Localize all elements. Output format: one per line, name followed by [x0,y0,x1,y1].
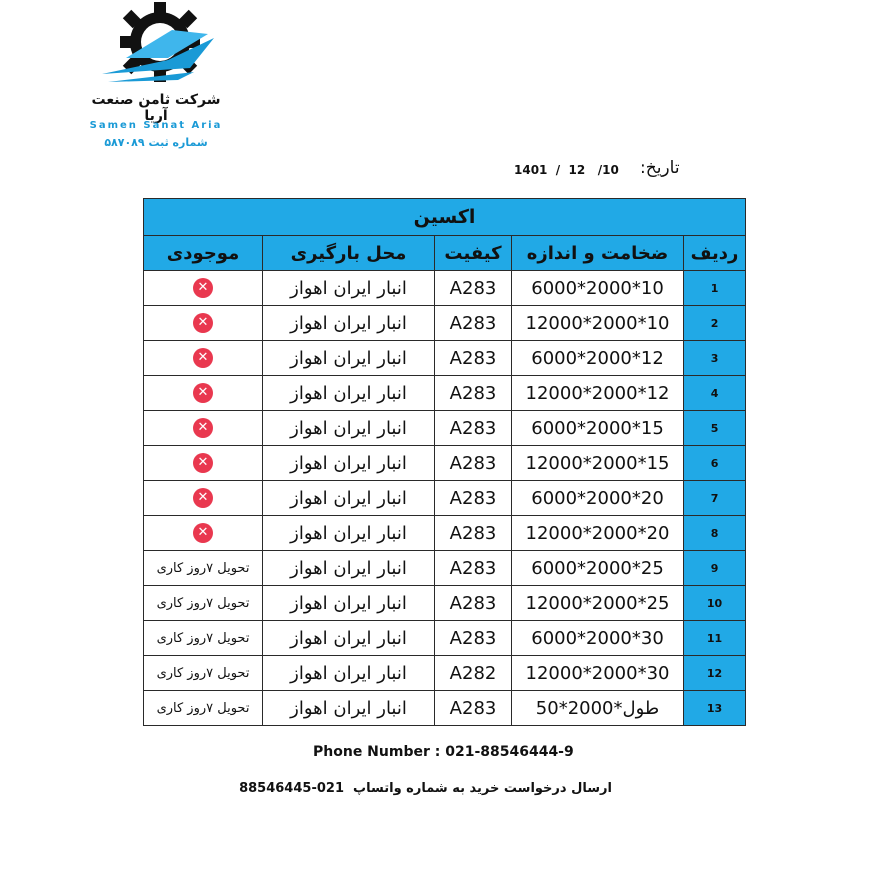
row-stock: تحویل ۷روز کاری [144,656,263,691]
table-row [144,271,746,306]
x-circle-icon: ✕ [193,523,213,543]
gear-ship-logo-icon [98,2,216,90]
row-stock-unavailable [144,411,263,446]
row-grade: A283 [435,481,512,516]
row-grade: A283 [435,271,512,306]
x-circle-icon: ✕ [193,313,213,333]
row-place: انبار ایران اهواز [263,341,435,376]
table-row [144,691,746,726]
row-index: 8 [684,516,746,551]
row-grade: A283 [435,586,512,621]
row-index: 1 [684,271,746,306]
row-stock-unavailable [144,341,263,376]
row-size: 6000*2000*30 [512,621,684,656]
row-size: 12000*2000*25 [512,586,684,621]
row-index: 9 [684,551,746,586]
row-place: انبار ایران اهواز [263,586,435,621]
company-name-fa: شرکت ثامن صنعت آریا [91,92,221,124]
table-row [144,481,746,516]
row-stock: تحویل ۷روز کاری [144,691,263,726]
row-index: 12 [684,656,746,691]
row-size: 12000*2000*20 [512,516,684,551]
table-row [144,621,746,656]
row-place: انبار ایران اهواز [263,481,435,516]
row-size: 6000*2000*12 [512,341,684,376]
row-place: انبار ایران اهواز [263,306,435,341]
row-grade: A282 [435,656,512,691]
header-grade: کیفیت [435,236,512,271]
table-row [144,411,746,446]
row-index: 2 [684,306,746,341]
header-stock: موجودی [144,236,263,271]
row-place: انبار ایران اهواز [263,621,435,656]
table-row [144,586,746,621]
row-place: انبار ایران اهواز [263,551,435,586]
row-stock-unavailable [144,306,263,341]
whatsapp-request: ارسال درخواست خرید به شماره واتساپ 021-88546445 [239,781,612,796]
row-stock-unavailable [144,446,263,481]
row-size: 6000*2000*20 [512,481,684,516]
table-title: اکسین [144,199,746,236]
row-stock-unavailable [144,271,263,306]
row-size: 12000*2000*15 [512,446,684,481]
row-stock-unavailable [144,376,263,411]
row-place: انبار ایران اهواز [263,411,435,446]
x-circle-icon: ✕ [193,488,213,508]
row-index: 7 [684,481,746,516]
row-grade: A283 [435,446,512,481]
table-title-row [144,199,746,236]
table-header-row [144,236,746,271]
row-stock-unavailable [144,516,263,551]
table-row [144,306,746,341]
row-grade: A283 [435,621,512,656]
row-grade: A283 [435,341,512,376]
x-circle-icon: ✕ [193,348,213,368]
row-grade: A283 [435,306,512,341]
price-table [143,198,746,726]
table-row [144,516,746,551]
phone-number: Phone Number : 021-88546444-9 [313,744,574,760]
row-size: 12000*2000*10 [512,306,684,341]
table-row [144,551,746,586]
date-label: تاریخ: [640,158,680,178]
header-index: ردیف [684,236,746,271]
row-size: طول*2000*50 [512,691,684,726]
row-grade: A283 [435,691,512,726]
row-index: 6 [684,446,746,481]
x-circle-icon: ✕ [193,383,213,403]
row-place: انبار ایران اهواز [263,376,435,411]
row-index: 3 [684,341,746,376]
row-size: 6000*2000*15 [512,411,684,446]
row-stock: تحویل ۷روز کاری [144,586,263,621]
row-size: 6000*2000*25 [512,551,684,586]
company-logo [80,2,240,152]
row-index: 13 [684,691,746,726]
date-value: 1401 / 12 /10 [514,163,619,177]
row-grade: A283 [435,516,512,551]
row-index: 5 [684,411,746,446]
row-stock-unavailable [144,481,263,516]
header-place: محل بارگیری [263,236,435,271]
row-index: 4 [684,376,746,411]
table-row [144,376,746,411]
table-row [144,656,746,691]
row-grade: A283 [435,411,512,446]
table-row [144,341,746,376]
row-place: انبار ایران اهواز [263,271,435,306]
table-body [144,271,746,726]
row-size: 6000*2000*10 [512,271,684,306]
row-index: 10 [684,586,746,621]
row-grade: A283 [435,551,512,586]
registration-number: شماره ثبت ۵۸۷۰۸۹ [104,136,208,149]
row-place: انبار ایران اهواز [263,516,435,551]
table-row [144,446,746,481]
x-circle-icon: ✕ [193,278,213,298]
row-grade: A283 [435,376,512,411]
header-size: ضخامت و اندازه [512,236,684,271]
row-size: 12000*2000*12 [512,376,684,411]
company-name-en: Samen Sanat Aria [89,120,223,131]
row-size: 12000*2000*30 [512,656,684,691]
row-place: انبار ایران اهواز [263,691,435,726]
row-stock: تحویل ۷روز کاری [144,551,263,586]
row-index: 11 [684,621,746,656]
x-circle-icon: ✕ [193,418,213,438]
row-stock: تحویل ۷روز کاری [144,621,263,656]
row-place: انبار ایران اهواز [263,446,435,481]
x-circle-icon: ✕ [193,453,213,473]
row-place: انبار ایران اهواز [263,656,435,691]
